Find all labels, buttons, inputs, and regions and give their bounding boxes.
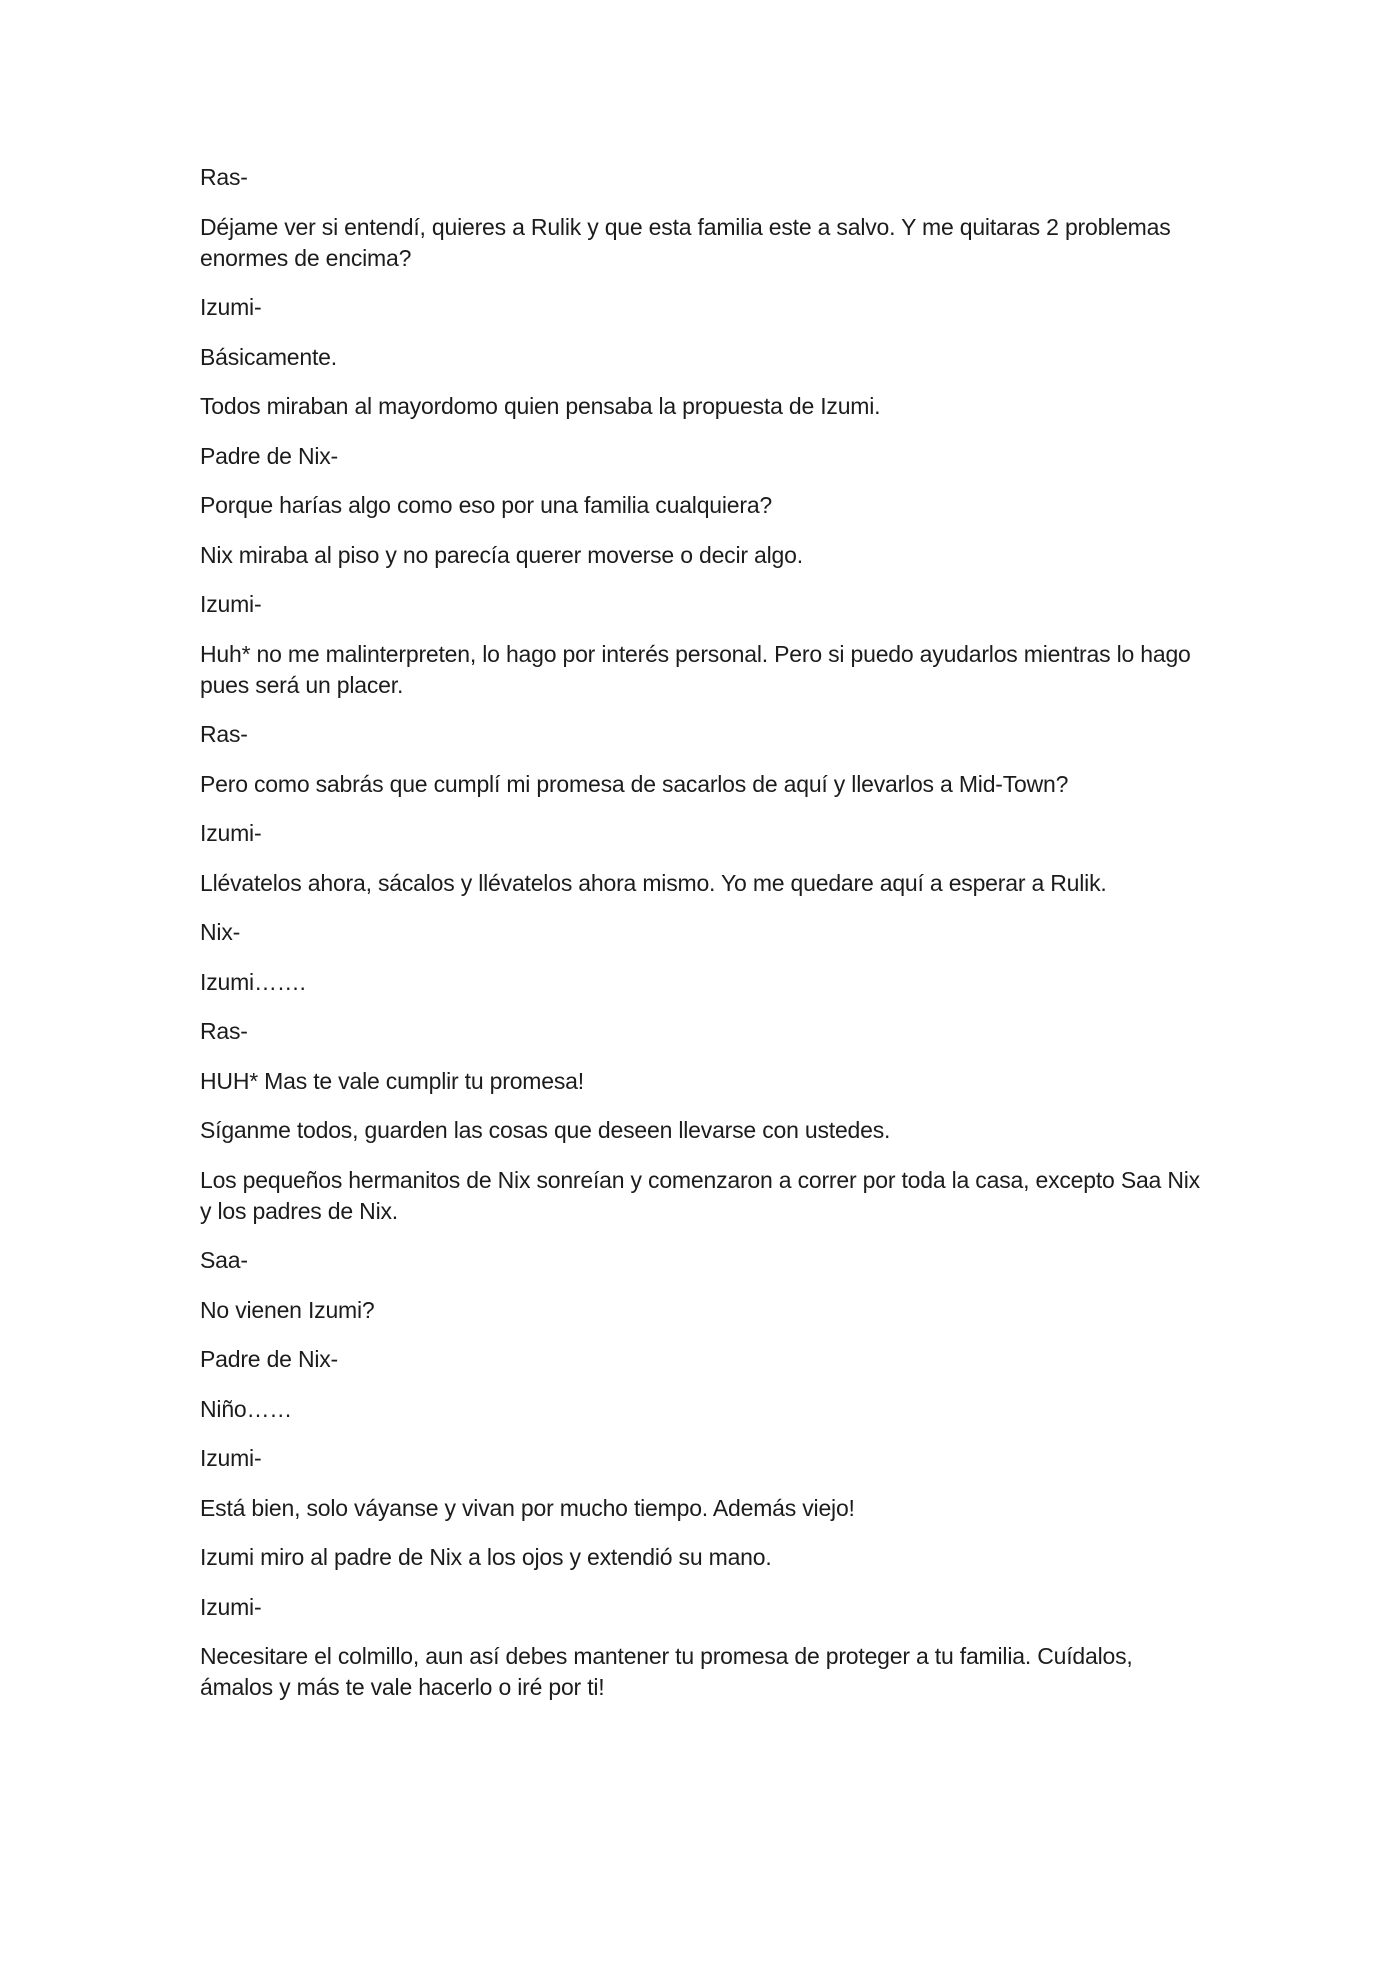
speaker-label: Nix-	[200, 919, 241, 945]
speaker-label: Padre de Nix-	[200, 442, 339, 469]
dialogue-line: Llévatelos ahora, sácalos y llévatelos ahora mismo. Yo me quedare aquí a esperar a Rulik.	[200, 869, 1107, 896]
dialogue-line: No vienen Izumi?	[200, 1296, 375, 1323]
dialogue-line: HUH* Mas te vale cumplir tu promesa!	[200, 1067, 584, 1094]
speaker-label: Ras-	[200, 721, 248, 747]
dialogue-line: Síganme todos, guarden las cosas que deseen llevarse con ustedes.	[200, 1117, 891, 1143]
dialogue-line: Básicamente.	[200, 343, 337, 370]
dialogue-line: Porque harías algo como eso por una familia cualquiera?	[200, 492, 773, 518]
dialogue-line: Está bien, solo váyanse y vivan por mucho tiempo. Además viejo!	[200, 1494, 855, 1521]
dialogue-line: Necesitare el colmillo, aun así debes mantener tu promesa de proteger a tu familia. Cuídalos, ámalos y más te vale hacerlo o iré por ti!	[200, 1643, 1133, 1700]
dialogue-line: Déjame ver si entendí, quieres a Rulik y que esta familia este a salvo. Y me quitaras 2 problemas enormes de encima?	[200, 213, 1171, 271]
dialogue-line: Huh* no me malinterpreten, lo hago por interés personal. Pero si puedo ayudarlos mientras lo hago pues será un placer.	[200, 640, 1191, 698]
speaker-label: Izumi-	[200, 820, 262, 846]
narration-line: Nix miraba al piso y no parecía querer moverse o decir algo.	[200, 541, 803, 568]
dialogue-line: Pero como sabrás que cumplí mi promesa de sacarlos de aquí y llevarlos a Mid-Town?	[200, 770, 1069, 797]
speaker-label: Ras-	[200, 1018, 248, 1044]
narration-line: Los pequeños hermanitos de Nix sonreían y comenzaron a correr por toda la casa, excepto Saa Nix y los padres de Nix.	[200, 1166, 1200, 1224]
narration-line: Izumi miro al padre de Nix a los ojos y extendió su mano.	[200, 1544, 772, 1570]
speaker-label: Izumi-	[200, 591, 262, 617]
dialogue-line: Izumi…….	[200, 968, 306, 995]
document-body	[200, 162, 1210, 1722]
speaker-label: Izumi-	[200, 1445, 262, 1471]
speaker-label: Padre de Nix-	[200, 1346, 339, 1372]
speaker-label: Ras-	[200, 164, 248, 190]
speaker-label: Izumi-	[200, 1593, 262, 1620]
speaker-label: Izumi-	[200, 294, 262, 320]
speaker-label: Saa-	[200, 1247, 248, 1273]
dialogue-line: Niño……	[200, 1395, 293, 1422]
narration-line: Todos miraban al mayordomo quien pensaba la propuesta de Izumi.	[200, 393, 881, 419]
